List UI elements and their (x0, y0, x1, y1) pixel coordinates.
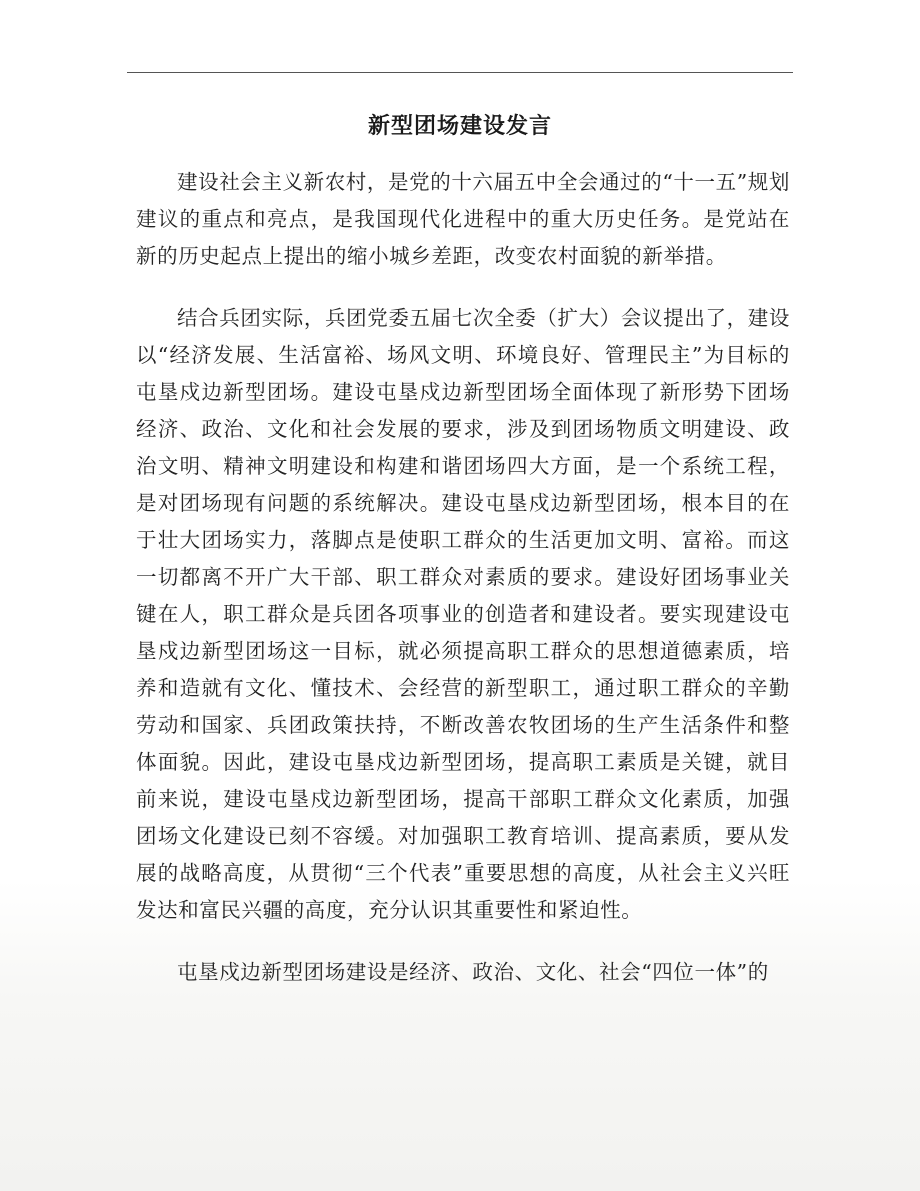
paragraph-1: 建设社会主义新农村，是党的十六届五中全会通过的“十一五”规划建议的重点和亮点，是我国现代化进程中的重大历史任务。是党站在新的历史起点上提出的缩小城乡差距，改变农村面貌的新举措。 (136, 170, 790, 268)
header-rule (127, 72, 793, 73)
document-title: 新型团场建设发言 (367, 113, 552, 139)
document-body (136, 164, 790, 991)
paragraph-3: 屯垦戍边新型团场建设是经济、政治、文化、社会“四位一体”的 (177, 960, 769, 984)
paragraph-2: 结合兵团实际，兵团党委五届七次全委（扩大）会议提出了，建设以“经济发展、生活富裕、场风文明、环境良好、管理民主”为目标的屯垦戍边新型团场。建设屯垦戍边新型团场全面体现了新形势下团场经济、政治、文化和社会发展的要求，涉及到团场物质文明建设、政治文明、精神文明建设和构建和谐团场四大方面，是一个系统工程，是对团场现有问题的系统解决。建设屯垦戍边新型团场，根本目的在于壮大团场实力，落脚点是使职工群众的生活更加文明、富裕。而这一切都离不开广大干部、职工群众对素质的要求。建设好团场事业关键在人，职工群众是兵团各项事业的创造者和建设者。要实现建设屯垦戍边新型团场这一目标，就必须提高职工群众的思想道德素质，培养和造就有文化、懂技术、会经营的新型职工，通过职工群众的辛勤劳动和国家、兵团政策扶持，不断改善农牧团场的生产生活条件和整体面貌。因此，建设屯垦戍边新型团场，提高职工素质是关键，就目前来说，建设屯垦戍边新型团场，提高干部职工群众文化素质，加强团场文化建设已刻不容缓。对加强职工教育培训、提高素质，要从发展的战略高度，从贯彻“三个代表”重要思想的高度，从社会主义兴旺发达和富民兴疆的高度，充分认识其重要性和紧迫性。 (136, 306, 790, 922)
